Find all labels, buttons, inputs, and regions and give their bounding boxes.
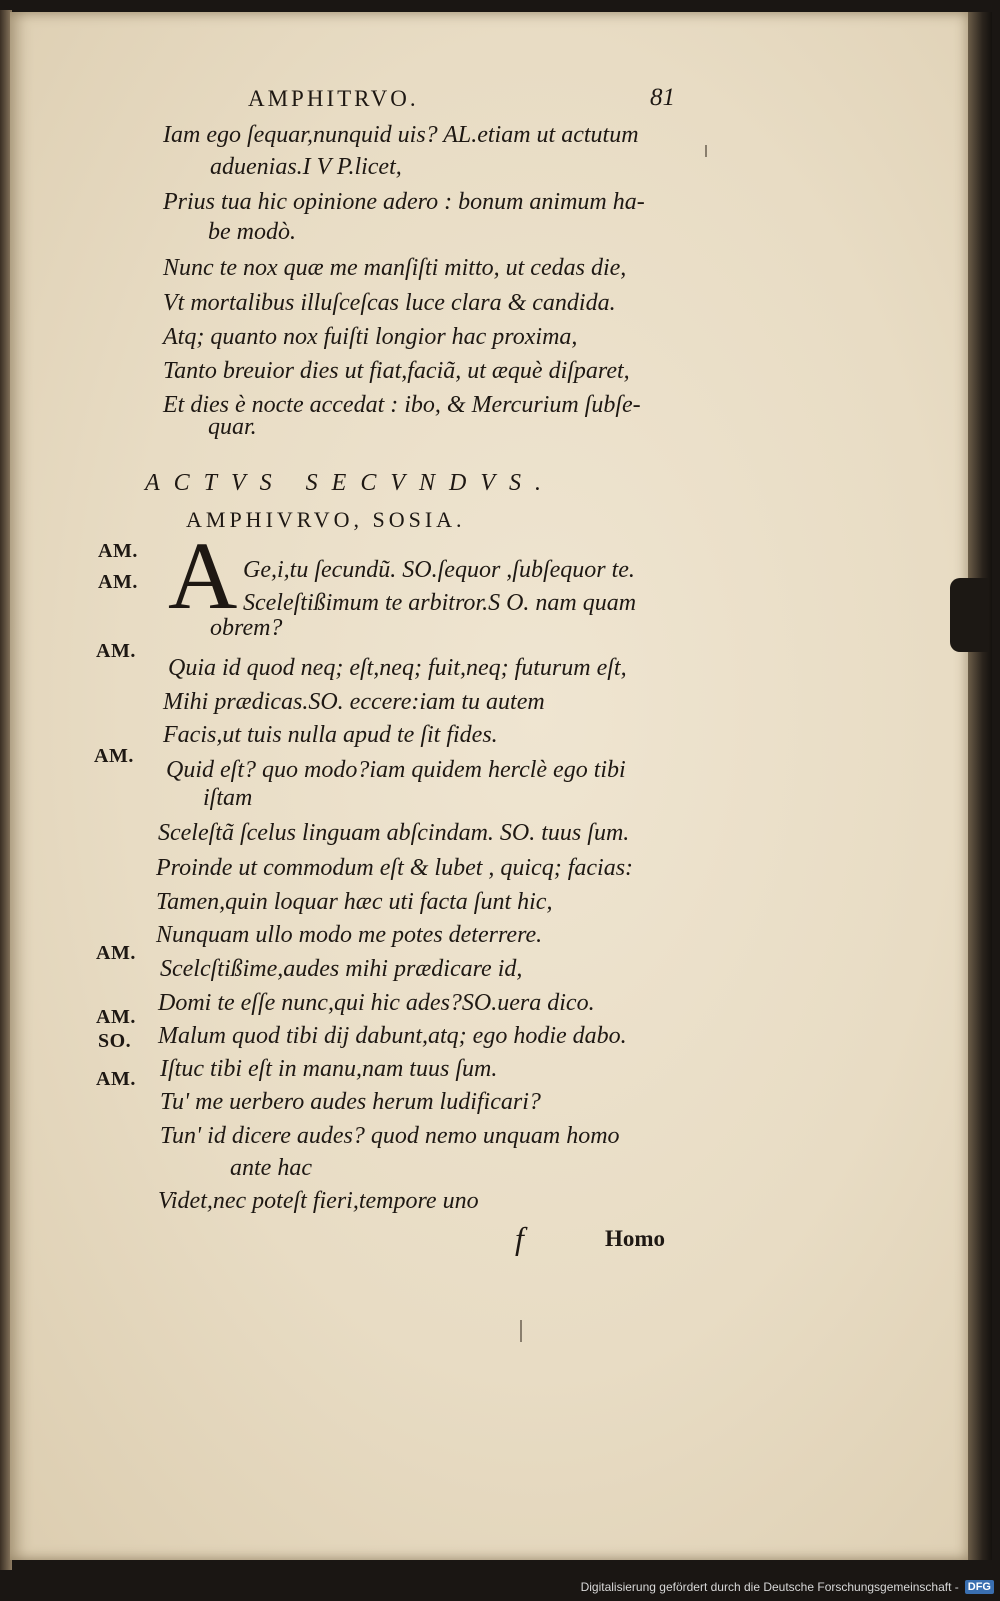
ink-speck [705,145,707,157]
dialogue-line: Nunquam ullo modo me potes deterrere. [156,922,543,948]
dialogue-line: Quia id quod neq; eſt,neq; fuit,neq; futurum eſt, [168,655,627,681]
dialogue-line: Sceleſtã ſcelus linguam abſcindam. SO. tuus ſum. [158,820,630,846]
dialogue-line: obrem? [210,615,283,641]
dialogue-line: Videt,nec poteſt fieri,tempore uno [158,1188,479,1214]
book-page [10,12,968,1560]
dialogue-line: Tamen,quin loquar hæc uti facta ſunt hic, [156,889,553,915]
speaker-label: AM. [96,1068,136,1090]
footer-credit: Digitalisierung gefördert durch die Deutsche Forschungsgemeinschaft - [580,1580,959,1594]
verse-line: Prius tua hic opinione adero : bonum animum ha- [163,189,645,215]
dialogue-line: Scelcſtißime,audes mihi prædicare id, [160,956,523,982]
verse-line: quar. [208,414,257,440]
dialogue-line: ante hac [230,1155,312,1181]
dialogue-line: Tun' id dicere audes? quod nemo unquam homo [160,1123,620,1149]
speaker-label: AM. [98,540,138,562]
ink-speck [520,1320,522,1342]
verse-line: Iam ego ſequar,nunquid uis? AL.etiam ut actutum [163,122,639,148]
dialogue-line: Iſtuc tibi eſt in manu,nam tuus ſum. [160,1056,498,1082]
dialogue-line: Mihi prædicas.SO. eccere:iam tu autem [163,689,545,715]
dialogue-line: Tu' me uerbero audes herum ludificari? [160,1089,541,1115]
right-page-edge [968,12,992,1560]
signature-mark: f [515,1220,524,1256]
speaker-label: AM. [94,745,134,767]
verse-line: Nunc te nox quæ me manſiſti mitto, ut cedas die, [163,255,627,281]
folio-number: 81 [650,84,675,111]
dialogue-line: Facis,ut tuis nulla apud te ſit fides. [163,722,498,748]
speaker-label: AM. [96,942,136,964]
speaker-label: SO. [98,1030,132,1052]
act-heading: ACTVS SECVNDVS. [145,470,556,496]
dialogue-line: Malum quod tibi dij dabunt,atq; ego hodie dabo. [158,1023,627,1049]
verse-line: Tanto breuior dies ut fiat,faciã, ut æquè diſparet, [163,358,630,384]
dialogue-line: Quid eſt? quo modo?iam quidem herclè ego tibi [166,757,626,783]
verse-line: aduenias.I V P.licet, [210,154,402,180]
running-title: AMPHITRVO. [248,86,419,111]
dialogue-line: Proinde ut commodum eſt & lubet , quicq; facias: [156,855,634,881]
dialogue-line: Ge,i,tu ſecundũ. SO.ſequor ,ſubſequor te. [243,557,635,583]
speaker-label: AM. [98,571,138,593]
verse-line: Vt mortalibus illuſceſcas luce clara & candida. [163,290,616,316]
catchword: Homo [605,1226,666,1251]
speaker-label: AM. [96,1006,136,1028]
scene-heading: AMPHIVRVO, SOSIA. [186,507,466,532]
verse-line: be modò. [208,219,296,245]
digitization-footer [581,1577,994,1597]
dialogue-line: Sceleſtißimum te arbitror.S O. nam quam [243,590,637,616]
speaker-label: AM. [96,640,136,662]
binding-tab [950,578,988,652]
dialogue-line: Domi te eſſe nunc,qui hic ades?SO.uera dico. [158,990,595,1016]
verse-line: Atq; quanto nox fuiſti longior hac proxima, [163,324,578,350]
drop-cap: A [168,522,238,629]
dialogue-line: iſtam [203,785,253,811]
dfg-logo: DFG [965,1580,994,1594]
verse-line: Et dies è nocte accedat : ibo, & Mercurium ſubſe- [163,392,641,418]
